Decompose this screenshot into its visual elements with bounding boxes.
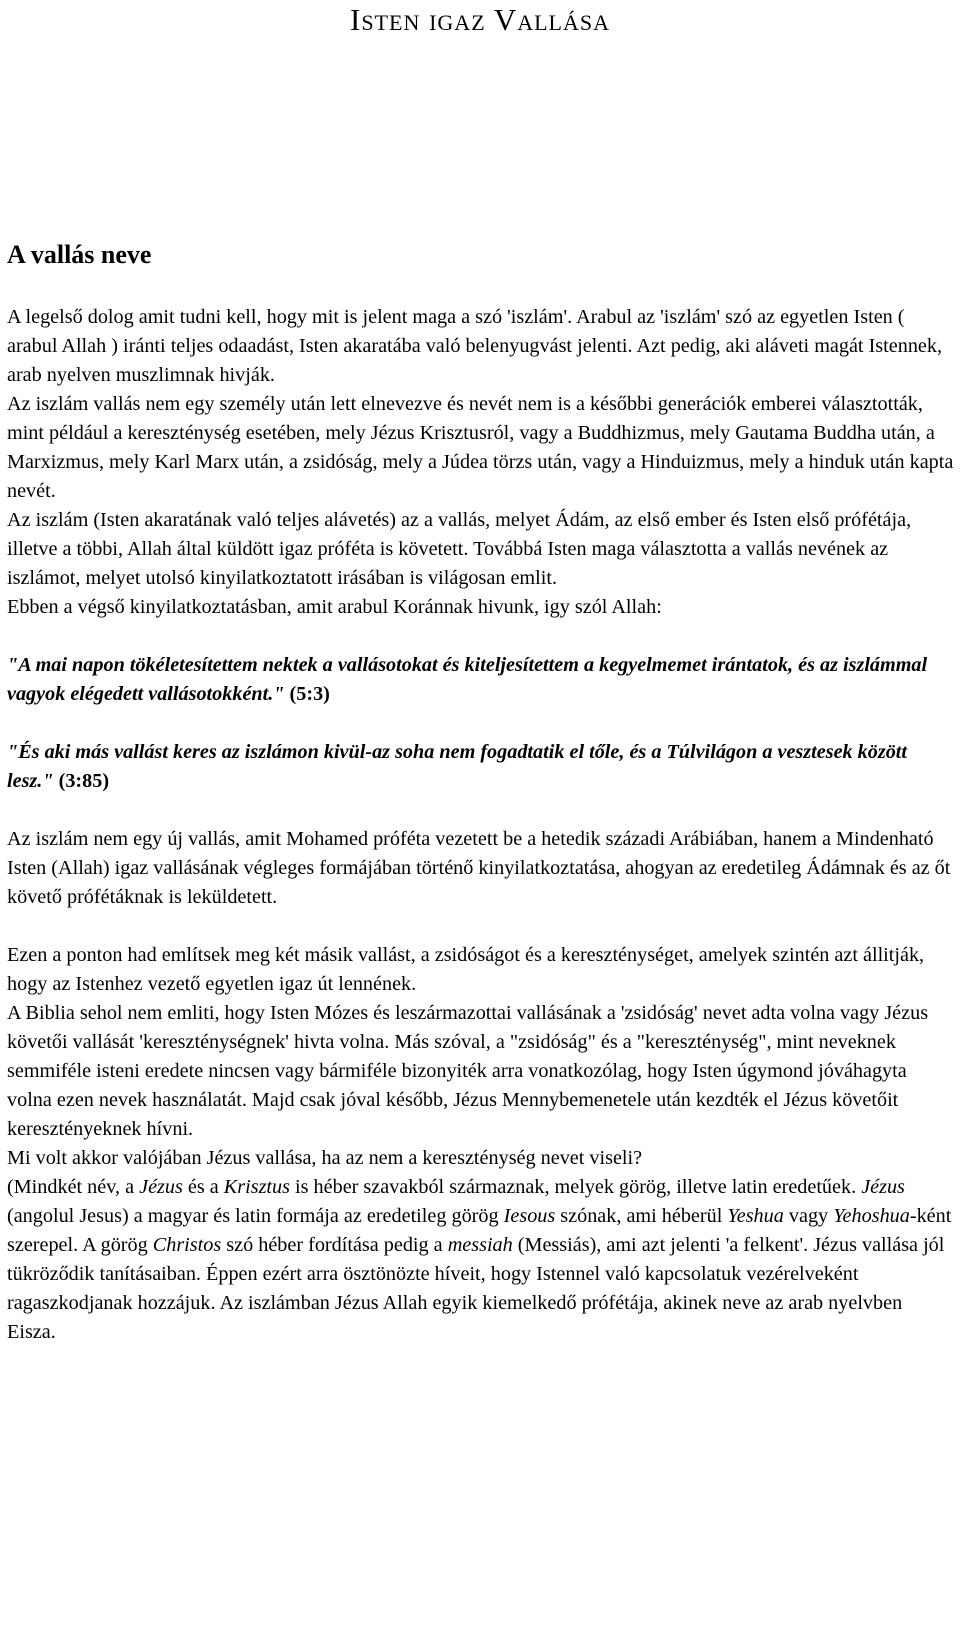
section-heading: A vallás neve	[7, 240, 152, 269]
paragraph-religion-of-prophets: Az iszlám (Isten akaratának való teljes alávetés) az a vallás, melyet Ádám, az első ember és Isten első prófétája, illetve a többi, Allah által küldött igaz próféta is követett. Továbbá Isten maga választotta a vallás nevének az iszlámot, melyet utolsó kinyilatkoztatott irásában is világosan emlit.	[7, 509, 912, 589]
spacer	[7, 796, 955, 825]
quote-reference: (3:85)	[53, 770, 110, 792]
quote-3-85	[7, 738, 955, 796]
page-title: Isten igaz Vallása	[350, 2, 610, 37]
spacer	[7, 912, 955, 941]
quote-5-3	[7, 651, 955, 709]
paragraph-name-etymology: (Mindkét név, a Jézus és a Krisztus is héber szavakból származnak, melyek görög, illetve latin eredetűek. Jézus (angolul Jesus) a magyar és latin formája az eredetileg görög Iesous szónak, ami héberül Yeshua vagy Yehoshua-ként szerepel. A görög Christos szó héber fordítása pedig a messiah (Messiás), ami azt jelenti 'a felkent'. Jézus vallása jól tükröződik tanításaiban. Éppen ezért arra ösztönözte híveit, hogy Istennel való kapcsolatuk vezérelveként ragaszkodjanak hozzájuk. Az iszlámban Jézus Allah egyik kiemelkedő prófétája, akinek neve az arab nyelvben Eisza.	[7, 1176, 952, 1343]
paragraph-islam-meaning: A legelső dolog amit tudni kell, hogy mit is jelent maga a szó 'iszlám'. Arabul az 'iszlám' szó az egyetlen Isten ( arabul Allah ) iránti teljes odaadást, Isten akaratába való belenyugvást jelenti. Azt pedig, aki aláveti magát Istennek, arab nyelven muszlimnak hivják.	[7, 306, 943, 386]
paragraph-not-new-religion: Az iszlám nem egy új vallás, amit Mohamed próféta vezetett be a hetedik századi Arábiában, hanem a Mindenható Isten (Allah) igaz vallásának végleges formájában történő kinyilatkoztatása, ahogyan az eredetileg Ádámnak és az őt követő prófétáknak is leküldetett.	[7, 828, 951, 908]
spacer	[7, 622, 955, 651]
document-body	[7, 303, 955, 1347]
paragraph-bible-names: A Biblia sehol nem emliti, hogy Isten Mózes és leszármazottai vallásának a 'zsidóság' nevet adta volna vagy Jézus követői vallását 'kereszténységnek' hivta volna. Más szóval, a "zsidóság" és a "kereszténység", mint neveknek semmiféle isteni eredete nincsen vagy bármiféle bizonyiték arra vonatkozólag, hogy Isten úgymond jóváhagyta volna ezen nevek használatát. Majd csak jóval később, Jézus Mennybemenetele után kezdték el Jézus követőit keresztényeknek hívni.	[7, 1002, 929, 1140]
paragraph-other-religions: Ezen a ponton had említsek meg két másik vallást, a zsidóságot és a kereszténységet, amelyek szintén azt állitják, hogy az Istenhez vezető egyetlen igaz út lennének.	[7, 944, 925, 995]
spacer	[7, 709, 955, 738]
quote-reference: (5:3)	[284, 683, 330, 705]
quote-text: "És aki más vallást keres az iszlámon kivül-az soha nem fogadtatik el tőle, és a Túlvilágon a vesztesek között lesz."	[7, 741, 908, 792]
quote-text: "A mai napon tökéletesítettem nektek a vallásotokat és kiteljesítettem a kegyelmemet irántatok, és az iszlámmal vagyok elégedett vallásotokként."	[7, 654, 928, 705]
paragraph-name-origin: Az iszlám vallás nem egy személy után lett elnevezve és nevét nem is a későbbi generációk emberei választották, mint például a kereszténység esetében, mely Jézus Krisztusról, vagy a Buddhizmus, mely Gautama Buddha után, a Marxizmus, mely Karl Marx után, a zsidóság, mely a Júdea törzs után, vagy a Hinduizmus, mely a hinduk után kapta nevét.	[7, 393, 954, 502]
paragraph-quran-intro: Ebben a végső kinyilatkoztatásban, amit arabul Koránnak hivunk, igy szól Allah:	[7, 596, 662, 618]
paragraph-jesus-religion-question: Mi volt akkor valójában Jézus vallása, ha az nem a kereszténység nevet viseli?	[7, 1147, 643, 1169]
